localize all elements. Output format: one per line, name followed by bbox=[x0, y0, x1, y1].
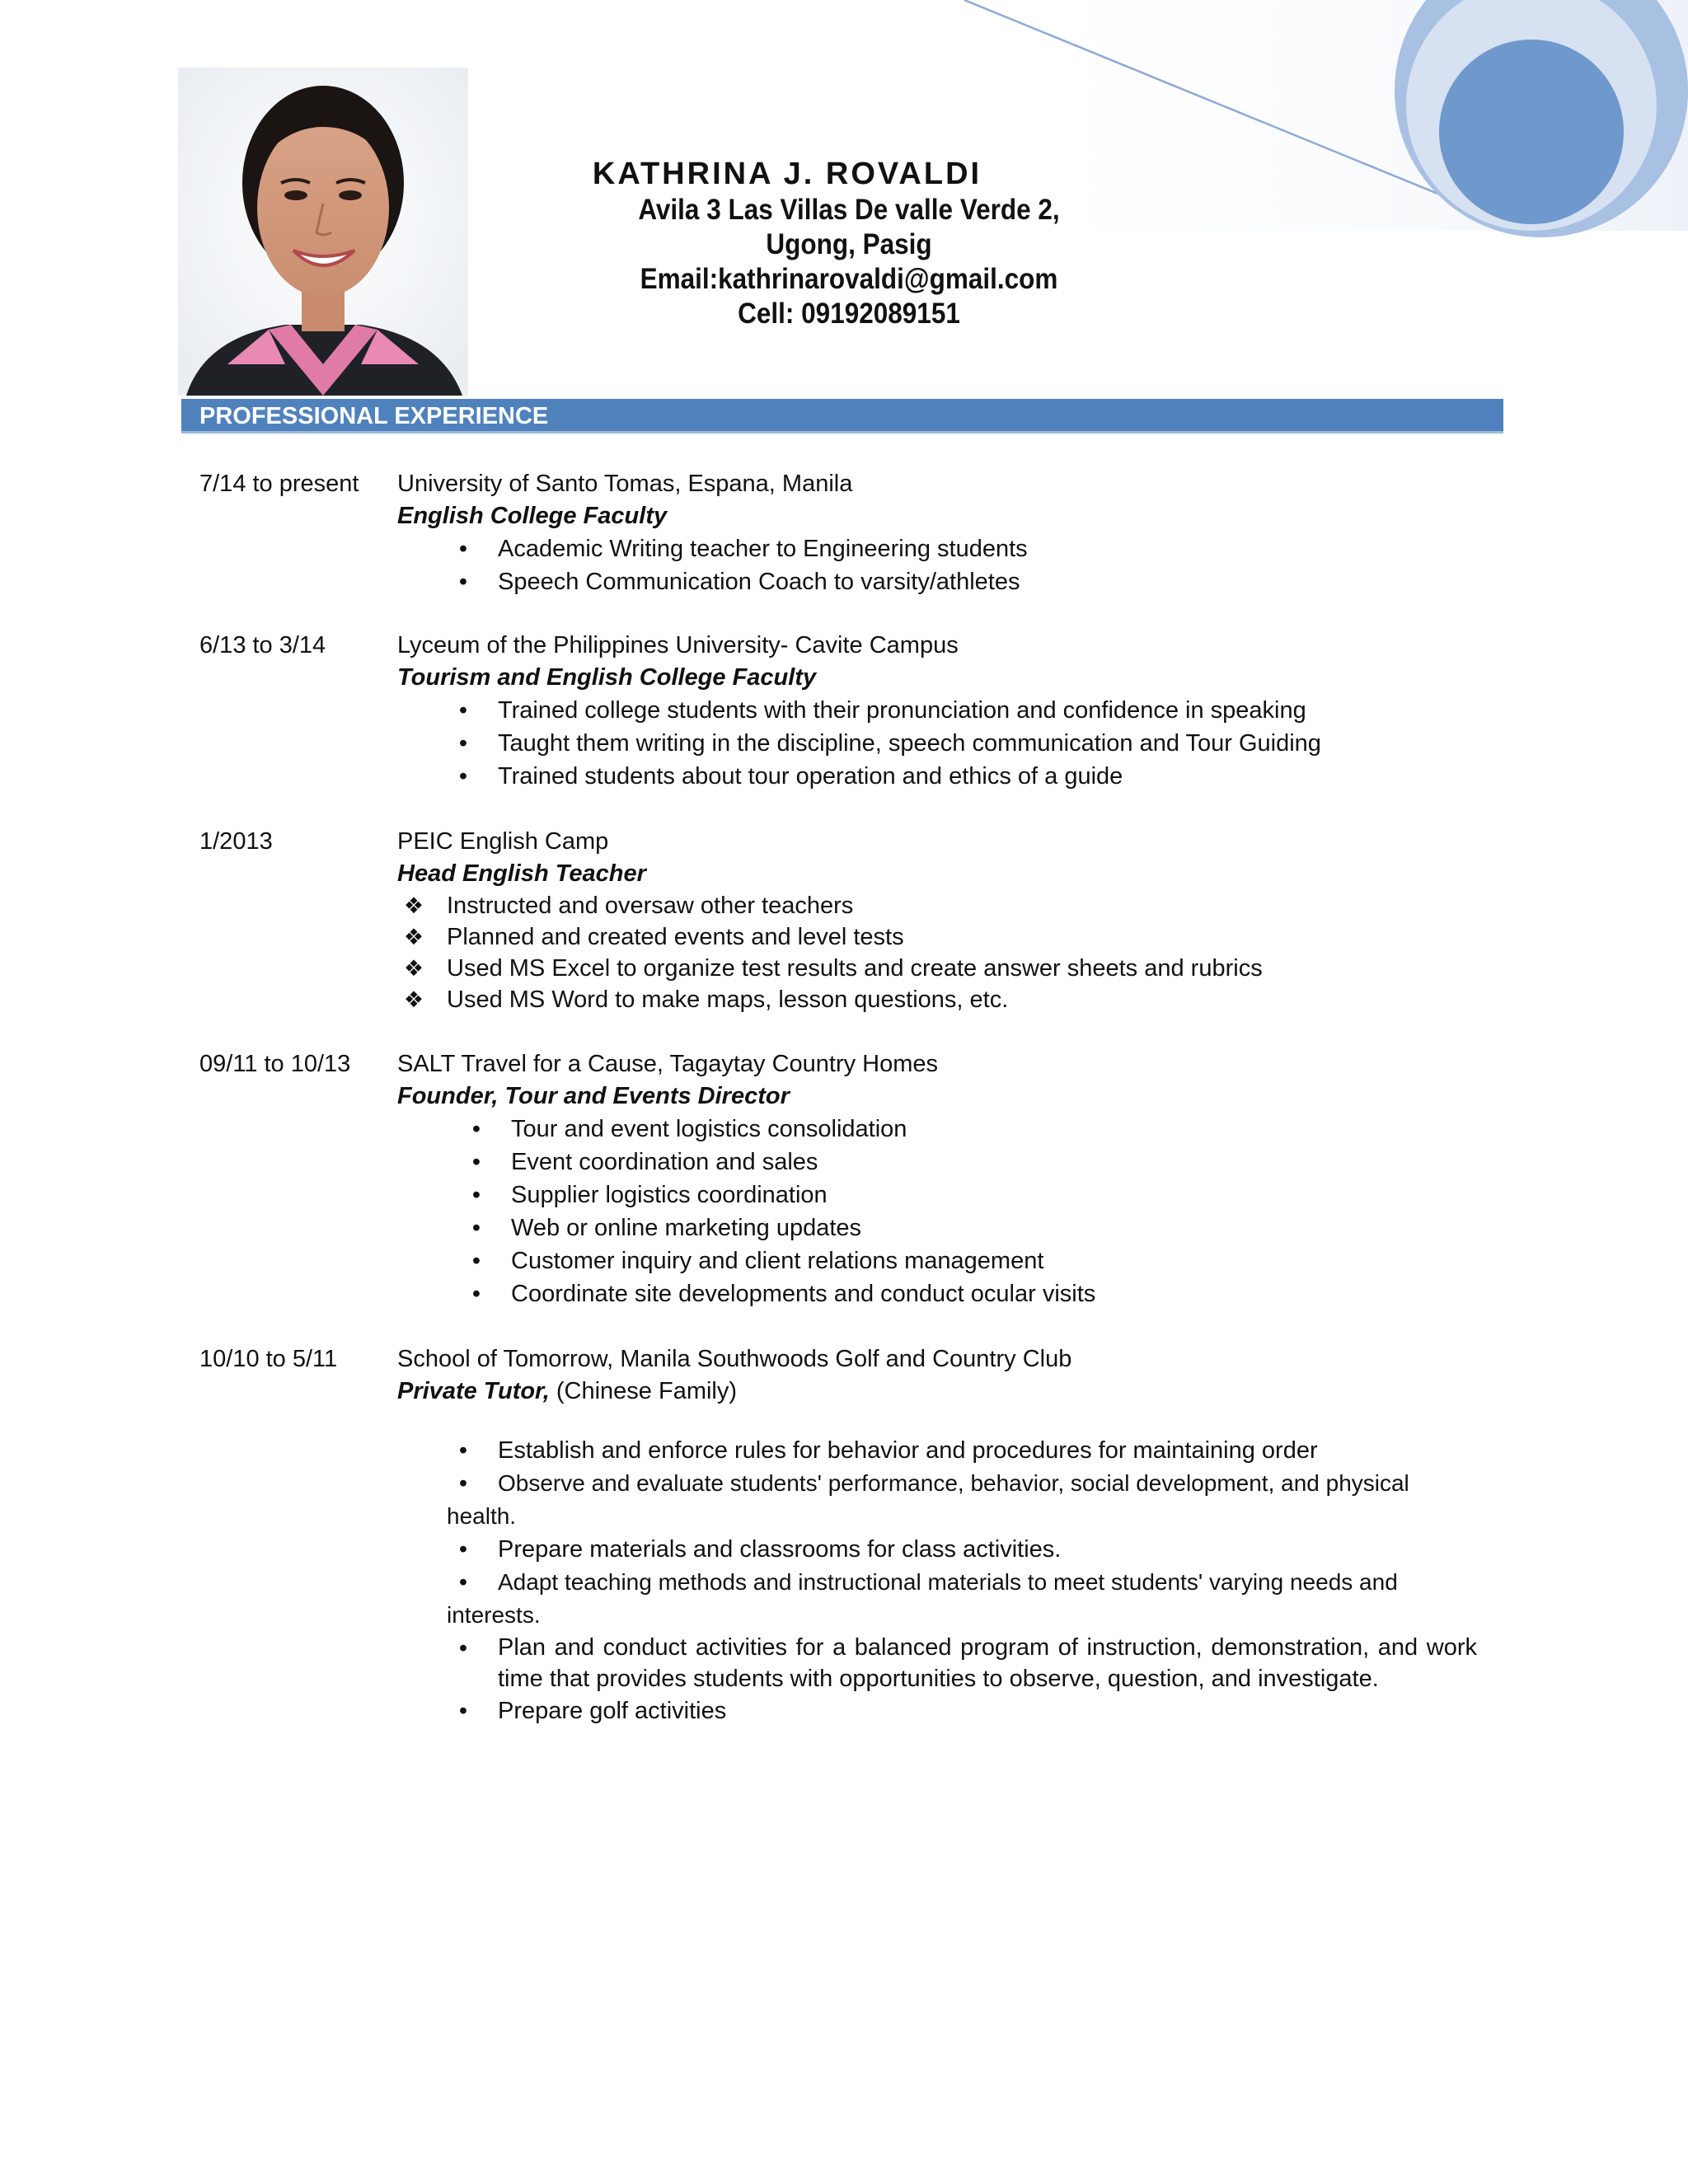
entry-title: Private Tutor, (Chinese Family) bbox=[397, 1378, 738, 1404]
diamond-bullet-icon: ❖ bbox=[403, 956, 424, 981]
bullet-dot-icon: • bbox=[471, 1182, 481, 1208]
bullet-item: • Supplier logistics coordination bbox=[460, 1179, 1502, 1212]
bullet-item: • Prepare golf activities bbox=[447, 1694, 1477, 1727]
bullet-item: • Coordinate site developments and conduct ocular visits bbox=[460, 1277, 1502, 1310]
bullet-dot-icon: • bbox=[458, 730, 468, 757]
bullet-dot-icon: • bbox=[471, 1248, 481, 1274]
entry-date: 6/13 to 3/14 bbox=[199, 632, 326, 658]
entry-date: 7/14 to present bbox=[199, 471, 359, 497]
bullet-item: ❖ Instructed and oversaw other teachers bbox=[397, 890, 1502, 921]
bullet-item: • Establish and enforce rules for behavior and procedures for maintaining order bbox=[447, 1434, 1477, 1467]
diamond-bullet-icon: ❖ bbox=[403, 893, 424, 918]
bullet-dot-icon: • bbox=[458, 536, 468, 562]
entry-date: 09/11 to 10/13 bbox=[199, 1051, 351, 1077]
candidate-name: KATHRINA J. ROVALDI bbox=[592, 157, 982, 191]
bullet-dot-icon: • bbox=[458, 1635, 468, 1661]
entry-bullets bbox=[447, 1434, 1477, 1727]
contact-header bbox=[528, 155, 1170, 331]
entry-bullets bbox=[397, 890, 1502, 1015]
bullet-item: ❖ Used MS Word to make maps, lesson questions, etc. bbox=[397, 984, 1502, 1015]
bullet-dot-icon: • bbox=[458, 1437, 468, 1464]
entry-date: 1/2013 bbox=[199, 828, 273, 855]
bullet-dot-icon: • bbox=[471, 1215, 481, 1241]
bullet-item: • Trained college students with their pronunciation and confidence in speaking bbox=[447, 694, 1502, 727]
entry-title: Founder, Tour and Events Director bbox=[397, 1083, 790, 1109]
bullet-item: ❖ Used MS Excel to organize test results and create answer sheets and rubrics bbox=[397, 953, 1502, 984]
entry-bullets bbox=[447, 532, 1502, 598]
bullet-item: • Trained students about tour operation and ethics of a guide bbox=[447, 760, 1502, 793]
entry-title: Head English Teacher bbox=[397, 860, 646, 887]
bullet-item: • Speech Communication Coach to varsity/athletes bbox=[447, 565, 1502, 598]
entry-organization: Lyceum of the Philippines University- Cavite Campus bbox=[397, 632, 959, 658]
profile-photo bbox=[178, 68, 468, 396]
bullet-dot-icon: • bbox=[471, 1116, 481, 1142]
entry-title: English College Faculty bbox=[397, 503, 668, 529]
email-line[interactable]: Email:kathrinarovaldi@gmail.com bbox=[640, 263, 1058, 295]
bullet-dot-icon: • bbox=[458, 697, 468, 724]
bullet-dot-icon: • bbox=[458, 763, 468, 790]
section-heading-professional-experience: PROFESSIONAL EXPERIENCE bbox=[181, 399, 1503, 434]
bullet-dot-icon: • bbox=[458, 1536, 468, 1563]
bullet-item: • Taught them writing in the discipline, speech communication and Tour Guiding bbox=[447, 727, 1502, 760]
entry-organization: School of Tomorrow, Manila Southwoods Golf and Country Club bbox=[397, 1346, 1072, 1372]
entry-bullets bbox=[460, 1113, 1502, 1310]
bullet-item: • Observe and evaluate students' performance, behavior, social development, and physical health. bbox=[447, 1467, 1477, 1533]
entry-organization: SALT Travel for a Cause, Tagaytay Country Homes bbox=[397, 1051, 939, 1077]
diamond-bullet-icon: ❖ bbox=[403, 925, 424, 949]
bullet-dot-icon: • bbox=[458, 1698, 468, 1724]
entry-date: 10/10 to 5/11 bbox=[199, 1346, 338, 1372]
entry-bullets bbox=[447, 694, 1502, 793]
bullet-item: • Tour and event logistics consolidation bbox=[460, 1113, 1502, 1146]
bullet-dot-icon: • bbox=[471, 1281, 481, 1307]
address-line-2: Ugong, Pasig bbox=[766, 228, 932, 260]
bullet-item: • Adapt teaching methods and instructional materials to meet students' varying needs and interests. bbox=[447, 1566, 1477, 1632]
bullet-dot-icon: • bbox=[458, 569, 468, 595]
bullet-item: • Prepare materials and classrooms for class activities. bbox=[447, 1533, 1477, 1566]
entry-title: Tourism and English College Faculty bbox=[397, 664, 817, 691]
bullet-item: • Web or online marketing updates bbox=[460, 1212, 1502, 1244]
bullet-item: • Customer inquiry and client relations management bbox=[460, 1244, 1502, 1277]
entry-organization: PEIC English Camp bbox=[397, 828, 609, 855]
address-line-1: Avila 3 Las Villas De valle Verde 2, bbox=[638, 194, 1060, 226]
entry-organization: University of Santo Tomas, Espana, Manila bbox=[397, 471, 853, 497]
bullet-item: • Academic Writing teacher to Engineering students bbox=[447, 532, 1502, 565]
bullet-dot-icon: • bbox=[458, 1470, 468, 1497]
cell-line: Cell: 09192089151 bbox=[738, 298, 960, 330]
bullet-item: • Plan and conduct activities for a balanced program of instruction, demonstration, and work time that provides students with opportunities to observe, question, and investigate. bbox=[447, 1632, 1477, 1694]
bullet-item: • Event coordination and sales bbox=[460, 1146, 1502, 1179]
bullet-dot-icon: • bbox=[458, 1569, 468, 1596]
bullet-item: ❖ Planned and created events and level tests bbox=[397, 921, 1502, 953]
diamond-bullet-icon: ❖ bbox=[403, 987, 424, 1012]
bullet-dot-icon: • bbox=[471, 1149, 481, 1175]
